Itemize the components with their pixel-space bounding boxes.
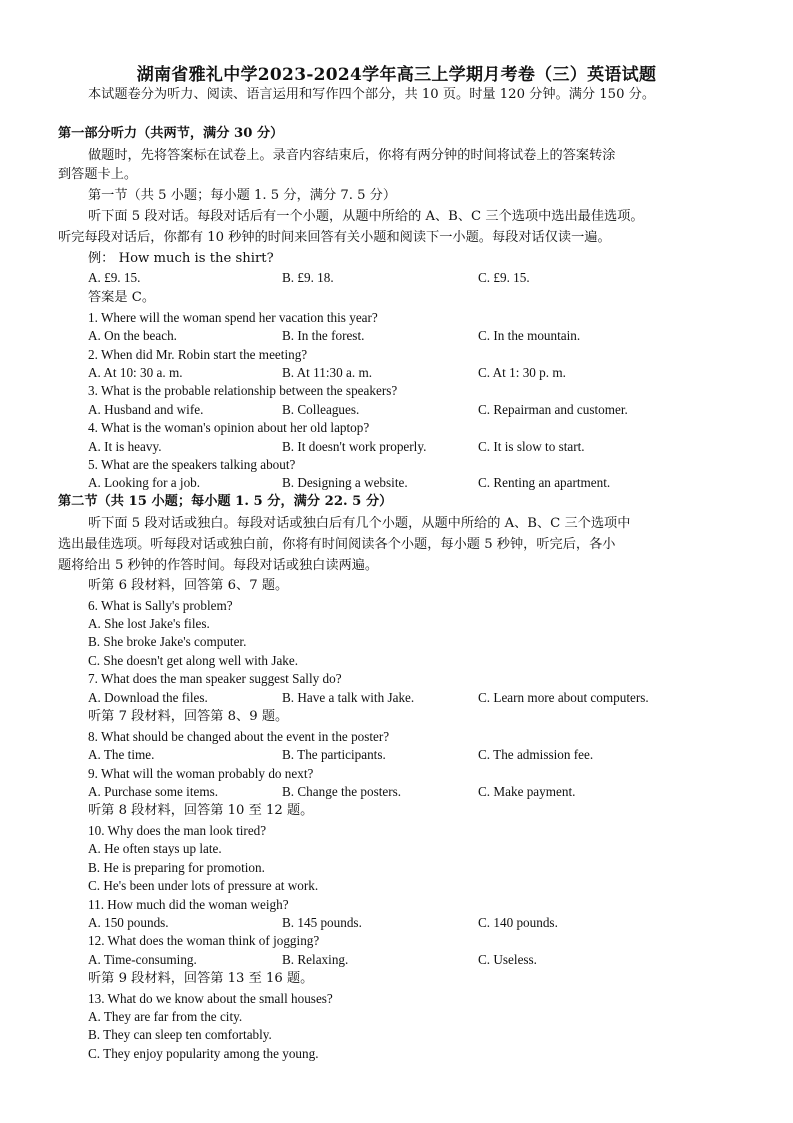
section1-heading: 第一节（共 5 小题；每小题 1. 5 分，满分 7. 5 分）: [88, 188, 397, 203]
section2-heading: 第二节（共 15 小题；每小题 1. 5 分，满分 22. 5 分）: [58, 494, 393, 509]
option-b: B. He is preparing for promotion.: [88, 860, 265, 875]
question-text: 11. How much did the woman weigh?: [88, 897, 289, 912]
question-text: 4. What is the woman's opinion about her old laptop?: [88, 420, 370, 435]
option-b: B. The participants.: [282, 747, 386, 762]
question-text: 6. What is Sally's problem?: [88, 598, 233, 613]
intro-text: 本试题卷分为听力、阅读、语言运用和写作四个部分，共 10 页。时量 120 分钟。满分 150 分。: [88, 87, 656, 102]
option-c: C. Learn more about computers.: [478, 690, 649, 705]
option-c: C. 140 pounds.: [478, 915, 558, 930]
page-title: 湖南省雅礼中学2023-2024学年高三上学期月考卷（三）英语试题: [136, 65, 657, 85]
option-a: A. Time-consuming.: [88, 952, 197, 967]
example-answer: 答案是 C。: [88, 290, 156, 305]
material-6-heading: 听第 6 段材料，回答第 6、7 题。: [88, 578, 289, 593]
example-question: 例： How much is the shirt?: [88, 251, 274, 266]
question-text: 3. What is the probable relationship between the speakers?: [88, 383, 398, 398]
material-8-heading: 听第 8 段材料，回答第 10 至 12 题。: [88, 803, 314, 818]
option-b: B. They can sleep ten comfortably.: [88, 1027, 272, 1042]
option-c: C. The admission fee.: [478, 747, 594, 762]
option-b: B. 145 pounds.: [282, 915, 362, 930]
option-c: C. Make payment.: [478, 784, 576, 799]
part1-instruction-line1: 做题时，先将答案标在试卷上。录音内容结束后，你将有两分钟的时间将试卷上的答案转涂: [88, 148, 616, 163]
option-c: C. At 1: 30 p. m.: [478, 365, 566, 380]
option-b: B. In the forest.: [282, 328, 365, 343]
question-text: 1. Where will the woman spend her vacation this year?: [88, 310, 378, 325]
option-c: C. Useless.: [478, 952, 537, 967]
section1-instruction-line1: 听下面 5 段对话。每段对话后有一个小题，从题中所给的 A、B、C 三个选项中选出最佳选项。: [88, 209, 644, 224]
question-text: 13. What do we know about the small houses?: [88, 991, 333, 1006]
option-b: B. Change the posters.: [282, 784, 402, 799]
option-a: A. Husband and wife.: [88, 402, 204, 417]
option-a: A. He often stays up late.: [88, 841, 222, 856]
question-text: 8. What should be changed about the event in the poster?: [88, 729, 390, 744]
option-a: A. Purchase some items.: [88, 784, 219, 799]
material-9-heading: 听第 9 段材料，回答第 13 至 16 题。: [88, 971, 314, 986]
option-b: B. At 11:30 a. m.: [282, 365, 372, 380]
option-b: B. Designing a website.: [282, 475, 408, 490]
option-c: C. In the mountain.: [478, 328, 581, 343]
option-b: B. She broke Jake's computer.: [88, 634, 247, 649]
material-7-heading: 听第 7 段材料，回答第 8、9 题。: [88, 709, 289, 724]
part1-heading: 第一部分听力（共两节，满分 30 分）: [58, 126, 284, 141]
option-c: C. It is slow to start.: [478, 439, 585, 454]
section2-instruction-line3: 题将给出 5 秒钟的作答时间。每段对话或独白读两遍。: [58, 558, 379, 573]
question-text: 12. What does the woman think of jogging?: [88, 933, 320, 948]
section2-instruction-line1: 听下面 5 段对话或独白。每段对话或独白后有几个小题，从题中所给的 A、B、C 三个选项中: [88, 516, 631, 531]
option-b: B. It doesn't work properly.: [282, 439, 427, 454]
example-option-c: C. £9. 15.: [478, 270, 530, 285]
option-a: A. They are far from the city.: [88, 1009, 243, 1024]
option-a: A. Looking for a job.: [88, 475, 201, 490]
option-b: B. Relaxing.: [282, 952, 349, 967]
section2-instruction-line2: 选出最佳选项。听每段对话或独白前，你将有时间阅读各个小题，每小题 5 秒钟，听完后，各小: [58, 537, 616, 552]
option-b: B. Have a talk with Jake.: [282, 690, 415, 705]
option-c: C. Renting an apartment.: [478, 475, 611, 490]
option-a: A. It is heavy.: [88, 439, 162, 454]
option-a: A. 150 pounds.: [88, 915, 169, 930]
example-option-b: B. £9. 18.: [282, 270, 334, 285]
example-option-a: A. £9. 15.: [88, 270, 141, 285]
question-text: 5. What are the speakers talking about?: [88, 457, 296, 472]
option-a: A. The time.: [88, 747, 155, 762]
question-text: 2. When did Mr. Robin start the meeting?: [88, 347, 308, 362]
section1-instruction-line2: 听完每段对话后，你都有 10 秒钟的时间来回答有关小题和阅读下一小题。每段对话仅读一遍。: [58, 230, 611, 245]
option-a: A. Download the files.: [88, 690, 208, 705]
option-b: B. Colleagues.: [282, 402, 360, 417]
option-c: C. She doesn't get along well with Jake.: [88, 653, 299, 668]
part1-instruction-line2: 到答题卡上。: [58, 167, 138, 182]
option-a: A. On the beach.: [88, 328, 177, 343]
question-text: 10. Why does the man look tired?: [88, 823, 267, 838]
option-a: A. She lost Jake's files.: [88, 616, 210, 631]
option-c: C. They enjoy popularity among the young.: [88, 1046, 319, 1061]
option-c: C. Repairman and customer.: [478, 402, 628, 417]
question-text: 9. What will the woman probably do next?: [88, 766, 314, 781]
option-a: A. At 10: 30 a. m.: [88, 365, 183, 380]
option-c: C. He's been under lots of pressure at work.: [88, 878, 319, 893]
question-text: 7. What does the man speaker suggest Sally do?: [88, 671, 342, 686]
